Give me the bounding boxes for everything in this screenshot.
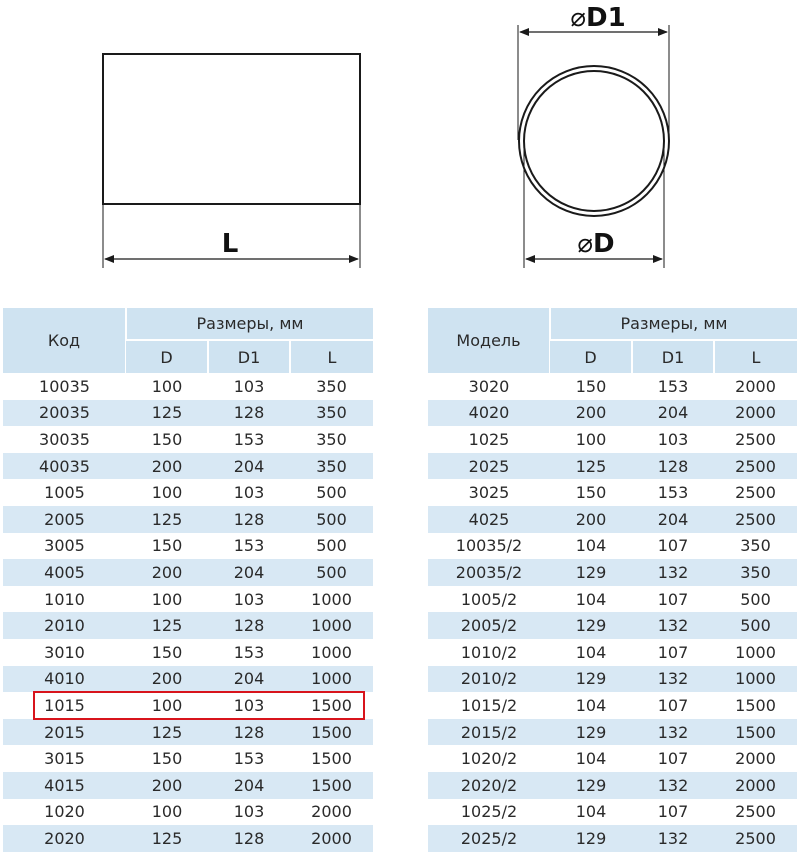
d1-cell: 153 [208,745,290,772]
table-row [3,533,373,560]
code-cell: 2025 [428,453,550,480]
table-row [3,373,373,400]
diameter-symbol-d1: ⌀ [570,3,586,33]
d1-cell: 153 [632,373,714,400]
d1-cell: 107 [632,639,714,666]
l-cell: 1500 [714,719,797,746]
model-column-header: Модель [428,308,550,373]
table-row [428,559,797,586]
d-cell: 129 [550,612,632,639]
d1-cell: 103 [208,373,290,400]
l-cell: 1500 [290,745,373,772]
table-row [3,612,373,639]
inner-diameter-text: D [593,229,615,259]
d1-cell: 107 [632,745,714,772]
code-column-header: Код [3,308,126,373]
l-cell: 2000 [714,400,797,427]
d1-cell: 128 [208,825,290,852]
inner-diameter-label [577,229,614,259]
code-cell: 2005/2 [428,612,550,639]
d1-cell: 107 [632,692,714,719]
d1-column-header: D1 [208,340,290,373]
code-cell: 4010 [3,666,126,693]
length-label: L [221,229,239,259]
l-cell: 500 [290,506,373,533]
table-row [3,453,373,480]
l-cell: 1500 [714,692,797,719]
table-row [428,745,797,772]
d-cell: 125 [550,453,632,480]
l-cell: 500 [290,559,373,586]
code-cell: 1025 [428,426,550,453]
l-cell: 500 [714,612,797,639]
d1-cell: 103 [632,426,714,453]
d-column-header: D [550,340,632,373]
code-cell: 4005 [3,559,126,586]
d-cell: 104 [550,586,632,613]
d1-cell: 103 [208,479,290,506]
code-cell: 2015/2 [428,719,550,746]
d1-cell: 103 [208,586,290,613]
outer-diameter-label [570,3,625,33]
table-row [428,479,797,506]
l-cell: 2500 [714,825,797,852]
d1-cell: 107 [632,799,714,826]
d1-cell: 132 [632,719,714,746]
table-row [3,586,373,613]
table-row [3,666,373,693]
l-cell: 2000 [714,373,797,400]
table-row [428,692,797,719]
d-cell: 200 [126,559,208,586]
l-cell: 2500 [714,453,797,480]
l-cell: 1000 [714,666,797,693]
d-cell: 150 [126,639,208,666]
code-cell: 2025/2 [428,825,550,852]
left-table-body [3,373,373,852]
code-cell: 3025 [428,479,550,506]
code-cell: 3010 [3,639,126,666]
d-cell: 104 [550,692,632,719]
table-row [3,559,373,586]
code-cell: 4020 [428,400,550,427]
product-drawing [0,0,800,300]
d1-cell: 103 [208,692,290,719]
code-cell: 1020/2 [428,745,550,772]
l-cell: 2500 [714,479,797,506]
d1-cell: 132 [632,666,714,693]
d-cell: 104 [550,745,632,772]
code-cell: 30035 [3,426,126,453]
l-column-header: L [714,340,797,373]
d-cell: 100 [550,426,632,453]
d1-cell: 204 [208,559,290,586]
table-row [428,666,797,693]
table-row [3,719,373,746]
d-cell: 125 [126,825,208,852]
table-row [428,373,797,400]
d-cell: 200 [126,772,208,799]
l-cell: 350 [714,559,797,586]
left-dimensions-table [3,308,373,852]
table-row [428,719,797,746]
right-table-body [428,373,797,852]
table-row [428,426,797,453]
d-cell: 150 [550,479,632,506]
d1-cell: 153 [208,639,290,666]
l-cell: 1000 [290,639,373,666]
d-cell: 129 [550,559,632,586]
table-row [428,586,797,613]
d-cell: 100 [126,586,208,613]
d-cell: 100 [126,799,208,826]
d1-cell: 153 [632,479,714,506]
d1-cell: 128 [208,719,290,746]
l-cell: 350 [714,533,797,560]
d-cell: 200 [550,400,632,427]
d1-cell: 204 [208,666,290,693]
diameter-symbol-d: ⌀ [577,229,594,259]
table-row [428,453,797,480]
table-row [428,799,797,826]
code-cell: 20035 [3,400,126,427]
d-cell: 104 [550,533,632,560]
table-row [3,772,373,799]
l-cell: 1500 [290,772,373,799]
l-cell: 2500 [714,426,797,453]
d1-cell: 132 [632,612,714,639]
code-cell: 3020 [428,373,550,400]
d-cell: 125 [126,612,208,639]
table-row [428,533,797,560]
d1-cell: 103 [208,799,290,826]
code-cell: 3015 [3,745,126,772]
table-row [3,479,373,506]
right-dimensions-table [428,308,797,852]
code-cell: 4015 [3,772,126,799]
d-cell: 125 [126,400,208,427]
d-cell: 129 [550,719,632,746]
code-cell: 2010 [3,612,126,639]
table-row [3,506,373,533]
d1-cell: 153 [208,533,290,560]
code-cell: 2010/2 [428,666,550,693]
highlighted-row-frame [33,691,365,720]
l-cell: 1000 [290,612,373,639]
l-cell: 1500 [290,692,373,719]
d-cell: 100 [126,479,208,506]
outer-diameter-text: D1 [585,3,626,33]
d-cell: 200 [126,453,208,480]
code-cell: 20035/2 [428,559,550,586]
d1-cell: 153 [208,426,290,453]
d-cell: 125 [126,719,208,746]
code-cell: 2020 [3,825,126,852]
d1-cell: 128 [208,506,290,533]
l-cell: 350 [290,400,373,427]
l-cell: 1000 [290,586,373,613]
code-cell: 1005 [3,479,126,506]
table-row [3,639,373,666]
inner-circle [524,71,664,211]
l-cell: 2500 [714,506,797,533]
l-cell: 500 [290,533,373,560]
code-cell: 2020/2 [428,772,550,799]
d1-cell: 128 [208,612,290,639]
table-row [428,612,797,639]
d-cell: 150 [550,373,632,400]
code-cell: 10035/2 [428,533,550,560]
d-cell: 200 [126,666,208,693]
l-cell: 350 [290,453,373,480]
d-cell: 100 [126,373,208,400]
d1-cell: 132 [632,559,714,586]
table-row [428,639,797,666]
d1-cell: 132 [632,772,714,799]
code-cell: 4025 [428,506,550,533]
code-cell: 40035 [3,453,126,480]
code-cell: 2015 [3,719,126,746]
l-cell: 2000 [714,745,797,772]
l-cell: 350 [290,373,373,400]
l-cell: 2000 [290,825,373,852]
d1-cell: 132 [632,825,714,852]
l-cell: 500 [714,586,797,613]
l-cell: 2000 [290,799,373,826]
d1-cell: 204 [208,453,290,480]
side-view-rect [103,54,360,204]
code-cell: 1005/2 [428,586,550,613]
d-cell: 104 [550,639,632,666]
l-cell: 1000 [290,666,373,693]
dimensions-group-header: Размеры, мм [126,308,373,340]
l-cell: 1500 [290,719,373,746]
d-cell: 129 [550,772,632,799]
d-cell: 150 [126,745,208,772]
d1-cell: 107 [632,533,714,560]
d-cell: 100 [126,692,208,719]
code-cell: 1020 [3,799,126,826]
table-row [3,400,373,427]
l-cell: 1000 [714,639,797,666]
code-cell: 1015 [3,692,126,719]
table-row [428,400,797,427]
d1-cell: 204 [632,506,714,533]
table-row [428,772,797,799]
d-cell: 104 [550,799,632,826]
l-cell: 500 [290,479,373,506]
l-column-header: L [290,340,373,373]
table-row [428,506,797,533]
code-cell: 1010 [3,586,126,613]
d1-cell: 128 [208,400,290,427]
d1-cell: 128 [632,453,714,480]
d-cell: 129 [550,825,632,852]
code-cell: 1025/2 [428,799,550,826]
d1-column-header: D1 [632,340,714,373]
d-cell: 200 [550,506,632,533]
table-row [3,799,373,826]
l-cell: 2500 [714,799,797,826]
d-cell: 129 [550,666,632,693]
code-cell: 1010/2 [428,639,550,666]
l-cell: 2000 [714,772,797,799]
code-cell: 2005 [3,506,126,533]
d-column-header: D [126,340,208,373]
d1-cell: 204 [208,772,290,799]
d1-cell: 107 [632,586,714,613]
d-cell: 150 [126,533,208,560]
table-row [3,745,373,772]
l-cell: 350 [290,426,373,453]
code-cell: 10035 [3,373,126,400]
table-row [3,426,373,453]
dimensions-group-header: Размеры, мм [550,308,797,340]
d-cell: 125 [126,506,208,533]
d-cell: 150 [126,426,208,453]
d1-cell: 204 [632,400,714,427]
code-cell: 3005 [3,533,126,560]
code-cell: 1015/2 [428,692,550,719]
